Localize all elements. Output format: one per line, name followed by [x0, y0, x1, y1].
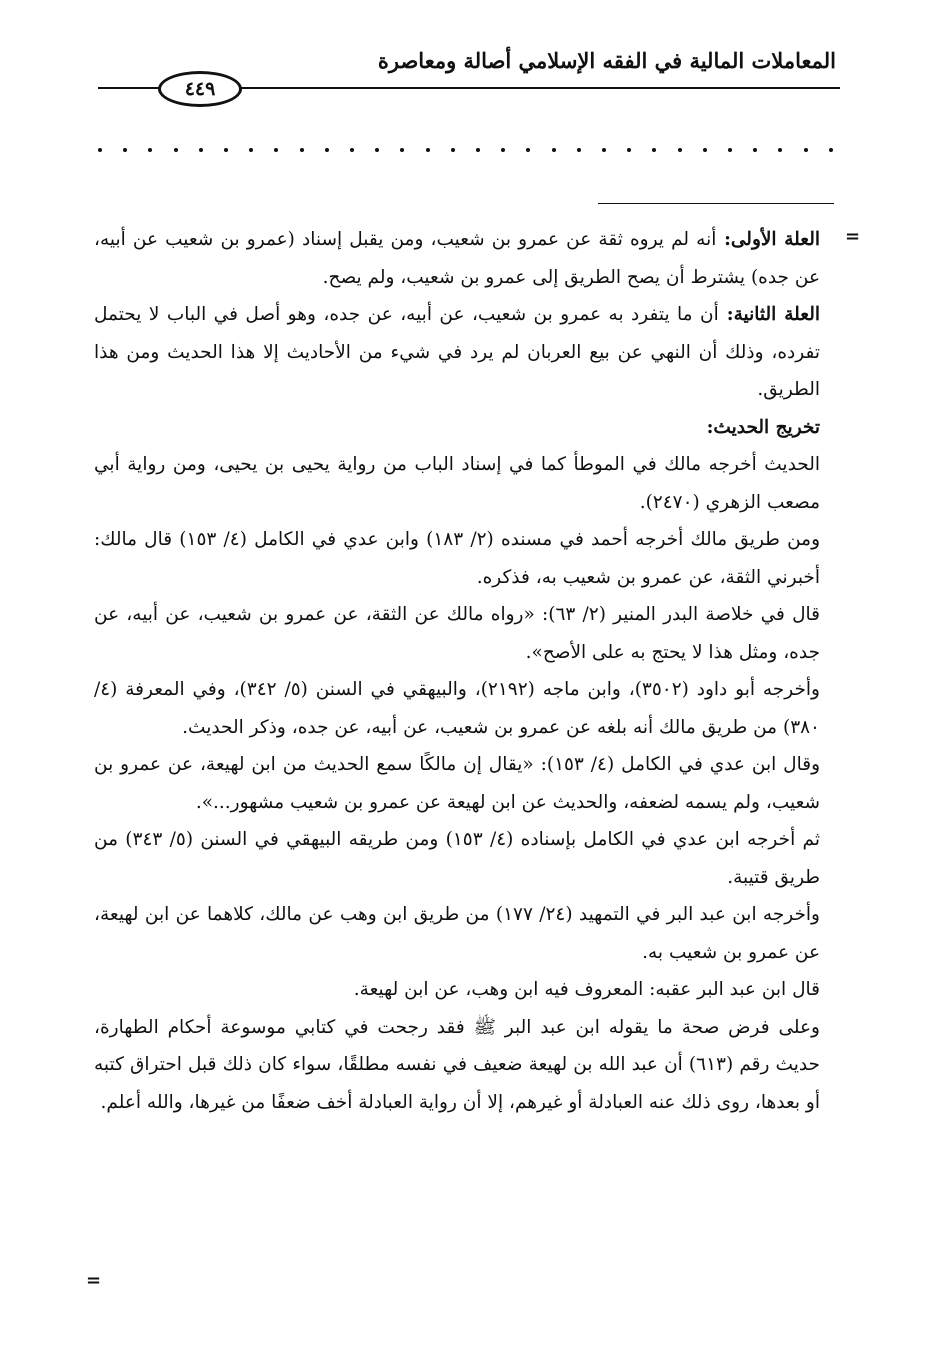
separator-dot [123, 148, 127, 152]
paragraph-text: ومن طريق مالك أخرجه أحمد في مسنده (٢/ ١٨٣) وابن عدي في الكامل (٤/ ١٥٣) قال مالك: أخبرني الثقة، عن عمرو بن شعيب به، فذكره. [94, 529, 821, 588]
paragraph-text: وأخرجه ابن عبد البر في التمهيد (٢٤/ ١٧٧) من طريق ابن وهب عن مالك، كلاهما عن ابن لهيعة، عن عمرو بن شعيب به. [94, 904, 820, 963]
separator-dot [350, 148, 354, 152]
paragraph [94, 671, 820, 746]
separator-dot [476, 148, 480, 152]
separator-dot [753, 148, 757, 152]
paragraph [94, 446, 820, 521]
separator-dot [174, 148, 178, 152]
separator-dot [552, 148, 556, 152]
paragraph-label: العلة الأولى: [716, 229, 821, 250]
paragraph-text: أنه لم يروه ثقة عن عمرو بن شعيب، ومن يقبل إسناد (عمرو بن شعيب عن أبيه، عن جده) يشترط أن يصح الطريق إلى عمرو بن شعيب، ولم يصح. [94, 229, 820, 288]
paragraph [94, 521, 820, 596]
paragraph [94, 409, 820, 447]
separator-dot [98, 148, 102, 152]
paragraph-text: وعلى فرض صحة ما يقوله ابن عبد البر ﷺ فقد رجحت في كتابي موسوعة أحكام الطهارة، حديث رقم (٦١٣) أن عبد الله بن لهيعة ضعيف في نفسه مطلقًا، سواء كان ذلك قبل احتراق كتبه أو بعدها، روى ذلك عنه العبادلة أو غيرهم، إلا أن رواية العبادلة أخف ضعفًا من غيرها، والله أعلم. [94, 1016, 820, 1113]
paragraph [94, 971, 820, 1009]
separator-dot [375, 148, 379, 152]
separator-dot [829, 148, 833, 152]
separator-dot [274, 148, 278, 152]
footnote-rule [598, 203, 834, 204]
running-header-title: المعاملات المالية في الفقه الإسلامي أصالة ومعاصرة [377, 48, 836, 73]
paragraph-text: وأخرجه أبو داود (٣٥٠٢)، وابن ماجه (٢١٩٢)، والبيهقي في السنن (٥/ ٣٤٢)، وفي المعرفة (٤/ ٣٨٠) من طريق مالك أنه بلغه عن عمرو بن شعيب، عن أبيه، عن جده، وذكر الحديث. [94, 679, 820, 738]
separator-dot [804, 148, 808, 152]
separator-dot [728, 148, 732, 152]
continuation-mark-top: = [845, 226, 861, 247]
paragraph [94, 896, 820, 971]
page-number-badge: ٤٤٩ [158, 71, 242, 107]
footnote-text [94, 221, 820, 1121]
paragraph-text: ثم أخرجه ابن عدي في الكامل بإسناده (٤/ ١٥٣) ومن طريقه البيهقي في السنن (٥/ ٣٤٣) من طريق قتيبة. [94, 829, 820, 888]
separator-dot [602, 148, 606, 152]
separator-dot [451, 148, 455, 152]
paragraph [94, 296, 820, 409]
paragraph-text: قال في خلاصة البدر المنير (٢/ ٦٣): «رواه مالك عن الثقة، عن عمرو بن شعيب، عن أبيه، عن جده، ومثل هذا لا يحتج به على الأصح». [94, 604, 820, 663]
separator-dot [652, 148, 656, 152]
separator-dot [627, 148, 631, 152]
paragraph-label: العلة الثانية: [718, 304, 820, 325]
separator-dot [325, 148, 329, 152]
paragraph [94, 746, 820, 821]
paragraph-text: قال ابن عبد البر عقبه: المعروف فيه ابن وهب، عن ابن لهيعة. [353, 979, 820, 1000]
paragraph [94, 1009, 820, 1122]
section-heading: تخريج الحديث: [706, 416, 820, 438]
separator-dot [703, 148, 707, 152]
separator-dot [300, 148, 304, 152]
separator-dot [199, 148, 203, 152]
paragraph-text: وقال ابن عدي في الكامل (٤/ ١٥٣): «يقال إن مالكًا سمع الحديث من ابن لهيعة، عن عمرو بن شعيب، ولم يسمه لضعفه، والحديث عن ابن لهيعة عن عمرو بن شعيب مشهور...». [94, 754, 821, 813]
separator-dot [678, 148, 682, 152]
separator-dot [224, 148, 228, 152]
continuation-mark-bottom: = [86, 1270, 102, 1291]
separator-dot [501, 148, 505, 152]
paragraph [94, 221, 820, 296]
separator-dot [400, 148, 404, 152]
dotted-separator [98, 143, 833, 157]
separator-dot [526, 148, 530, 152]
separator-dot [148, 148, 152, 152]
paragraph-text: أن ما يتفرد به عمرو بن شعيب، عن أبيه، عن جده، وهو أصل في الباب لا يحتمل تفرده، وذلك أن النهي عن بيع العربان لم يرد في شيء من الأحاديث إلا هذا الحديث ومن هذا الطريق. [94, 304, 820, 400]
paragraph-text: الحديث أخرجه مالك في الموطأ كما في إسناد الباب من رواية يحيى بن يحيى، ومن رواية أبي مصعب الزهري (٢٤٧٠). [94, 454, 820, 513]
paragraph [94, 596, 820, 671]
paragraph [94, 821, 820, 896]
separator-dot [778, 148, 782, 152]
separator-dot [426, 148, 430, 152]
separator-dot [249, 148, 253, 152]
separator-dot [577, 148, 581, 152]
